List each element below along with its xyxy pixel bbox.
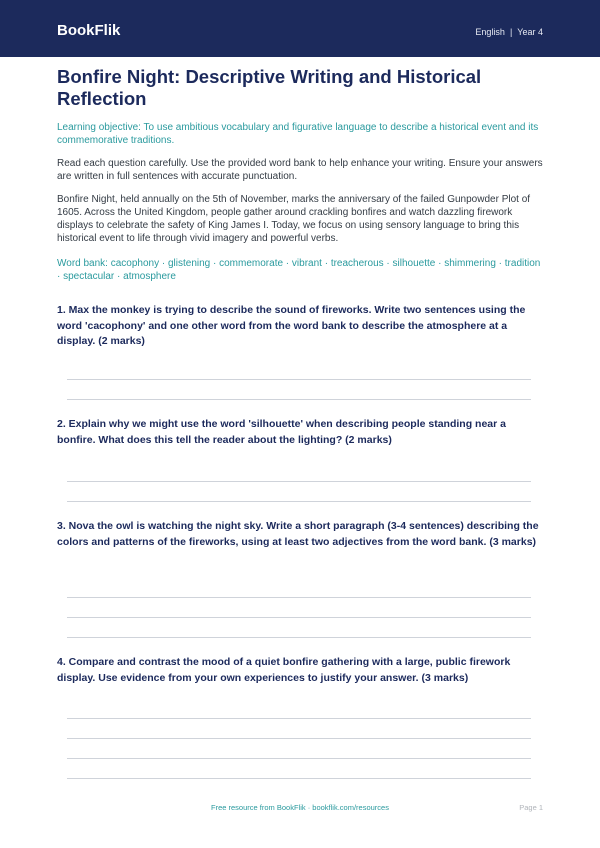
answer-line[interactable] xyxy=(67,617,531,618)
question-4: 4. Compare and contrast the mood of a quiet bonfire gathering with a large, public firework display. Use evidence from your own experiences to justify your answer. (3 marks) xyxy=(57,656,511,684)
answer-line[interactable] xyxy=(67,481,531,482)
subject-year xyxy=(475,27,543,38)
page-header xyxy=(0,0,600,57)
answer-line[interactable] xyxy=(67,637,531,638)
answer-line[interactable] xyxy=(67,597,531,598)
instructions-text: Read each question carefully. Use the provided word bank to help enhance your writing. Ensure your answers are written in full sentences with accurate punctuation. xyxy=(57,158,543,182)
answer-line[interactable] xyxy=(67,738,531,739)
intro-paragraph: Bonfire Night, held annually on the 5th of November, marks the anniversary of the failed Gunpowder Plot of 1605. Across the United Kingdom, people gather around crackling bonfires and watch dazzling firework displays to celebrate the safety of King James I. Today, we focus on using sensory language to bring this historical event to life through vivid imagery and powerful verbs. xyxy=(57,194,531,244)
year-label: Year 4 xyxy=(517,27,543,37)
answer-line[interactable] xyxy=(67,758,531,759)
question-1: 1. Max the monkey is trying to describe the sound of fireworks. Write two sentences using the word 'cacophony' and one other word from the word bank to describe the atmosphere at a display. (2 marks) xyxy=(57,304,526,347)
brand-logo: BookFlik xyxy=(57,22,121,39)
question-3: 3. Nova the owl is watching the night sky. Write a short paragraph (3-4 sentences) describing the colors and patterns of the fireworks, using at least two adjectives from the word bank. (3 marks) xyxy=(57,520,539,548)
page-number: Page 1 xyxy=(519,803,543,812)
answer-line[interactable] xyxy=(67,379,531,380)
subject-label: English xyxy=(475,27,505,37)
answer-line[interactable] xyxy=(67,778,531,779)
answer-line[interactable] xyxy=(67,501,531,502)
learning-objective: Learning objective: To use ambitious vocabulary and figurative language to describe a historical event and its commemorative traditions. xyxy=(57,122,539,146)
answer-line[interactable] xyxy=(67,399,531,400)
question-2: 2. Explain why we might use the word 'silhouette' when describing people standing near a bonfire. What does this tell the reader about the lighting? (2 marks) xyxy=(57,418,506,446)
page-title: Bonfire Night: Descriptive Writing and Historical Reflection xyxy=(57,66,482,109)
footer-resource-link[interactable]: Free resource from BookFlik · bookflik.com/resources xyxy=(211,803,389,812)
answer-line[interactable] xyxy=(67,718,531,719)
word-bank: Word bank: cacophony · glistening · commemorate · vibrant · treacherous · silhouette · shimmering · tradition · spectacular · atmosphere xyxy=(57,258,541,282)
meta-separator: | xyxy=(509,27,513,37)
